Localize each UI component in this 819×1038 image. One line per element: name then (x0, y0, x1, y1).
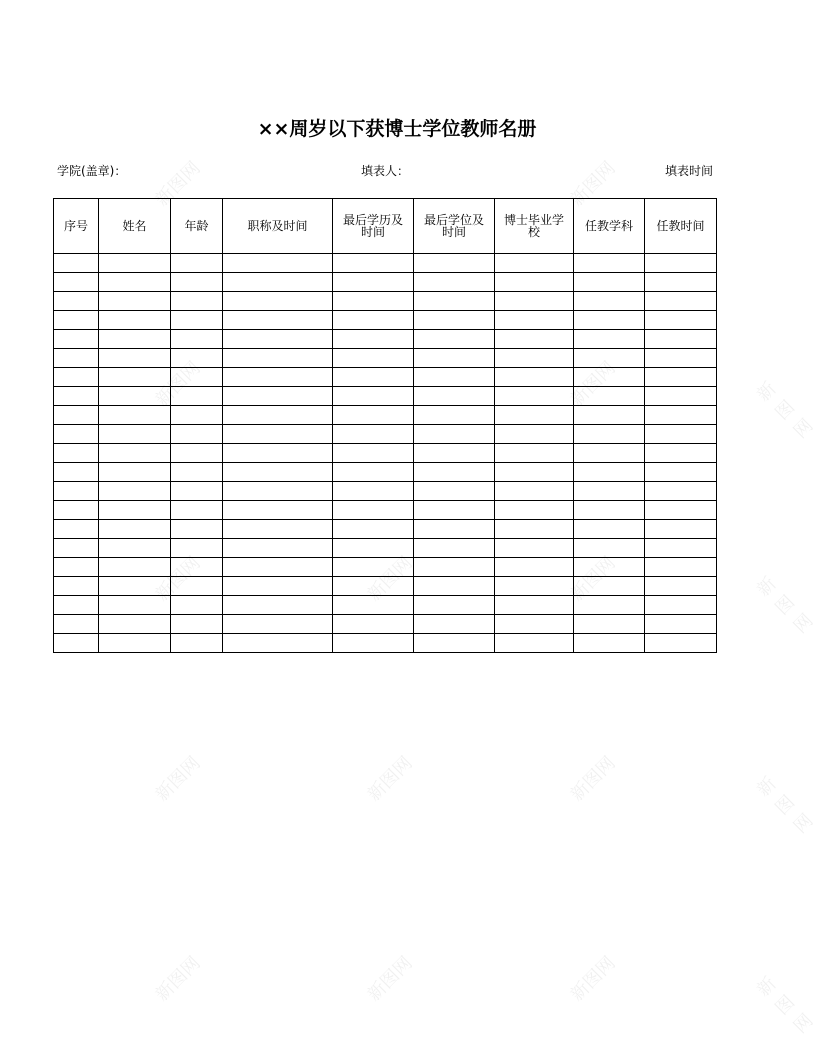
watermark: 新图网 (566, 357, 620, 411)
column-header: 任教学科 (574, 199, 645, 254)
table-cell[interactable] (54, 406, 99, 425)
table-row (54, 273, 717, 292)
watermark: 新图网 (753, 573, 818, 638)
table-cell[interactable] (171, 311, 223, 330)
table-cell[interactable] (414, 520, 495, 539)
table-row (54, 311, 717, 330)
table-cell[interactable] (99, 501, 171, 520)
table-cell[interactable] (223, 615, 333, 634)
table-row (54, 349, 717, 368)
table-cell[interactable] (414, 596, 495, 615)
table-cell[interactable] (223, 349, 333, 368)
column-header: 最后学位及时间 (414, 199, 495, 254)
table-cell[interactable] (645, 387, 717, 406)
table-cell[interactable] (99, 596, 171, 615)
table-cell[interactable] (574, 425, 645, 444)
table-row (54, 577, 717, 596)
table-row (54, 406, 717, 425)
table-row (54, 292, 717, 311)
watermark: 新图网 (151, 357, 205, 411)
watermark: 新图网 (566, 552, 620, 606)
table-cell[interactable] (495, 577, 574, 596)
table-cell[interactable] (414, 558, 495, 577)
table-cell[interactable] (574, 634, 645, 653)
table-cell[interactable] (645, 463, 717, 482)
table-cell[interactable] (333, 330, 414, 349)
table-cell[interactable] (333, 615, 414, 634)
table-cell[interactable] (54, 539, 99, 558)
table-cell[interactable] (414, 482, 495, 501)
watermark: 新图网 (566, 952, 620, 1006)
table-cell[interactable] (223, 444, 333, 463)
table-cell[interactable] (333, 634, 414, 653)
table-cell[interactable] (223, 254, 333, 273)
table-row (54, 387, 717, 406)
table-cell[interactable] (333, 406, 414, 425)
table-cell[interactable] (333, 273, 414, 292)
table-cell[interactable] (223, 539, 333, 558)
table-cell[interactable] (54, 501, 99, 520)
table-cell[interactable] (645, 520, 717, 539)
table-cell[interactable] (645, 501, 717, 520)
table-cell[interactable] (495, 330, 574, 349)
table-cell[interactable] (495, 273, 574, 292)
table-cell[interactable] (495, 520, 574, 539)
table-cell[interactable] (223, 634, 333, 653)
table-cell[interactable] (171, 596, 223, 615)
table-cell[interactable] (171, 577, 223, 596)
table-header-row (54, 199, 717, 254)
table-cell[interactable] (495, 539, 574, 558)
table-cell[interactable] (223, 311, 333, 330)
table-cell[interactable] (171, 292, 223, 311)
table-cell[interactable] (645, 349, 717, 368)
table-cell[interactable] (574, 273, 645, 292)
table-cell[interactable] (645, 311, 717, 330)
table-cell[interactable] (645, 539, 717, 558)
table-cell[interactable] (171, 273, 223, 292)
table-cell[interactable] (171, 463, 223, 482)
table-cell[interactable] (645, 292, 717, 311)
table-row (54, 501, 717, 520)
table-cell[interactable] (574, 349, 645, 368)
table-row (54, 368, 717, 387)
table-cell[interactable] (495, 482, 574, 501)
table-cell[interactable] (495, 387, 574, 406)
table-cell[interactable] (54, 311, 99, 330)
table-cell[interactable] (333, 387, 414, 406)
table-row (54, 254, 717, 273)
table-cell[interactable] (645, 577, 717, 596)
table-cell[interactable] (54, 634, 99, 653)
table-cell[interactable] (171, 501, 223, 520)
table-cell[interactable] (54, 330, 99, 349)
table-cell[interactable] (99, 482, 171, 501)
table-cell[interactable] (574, 463, 645, 482)
table-cell[interactable] (574, 596, 645, 615)
watermark: 新图网 (753, 378, 818, 443)
table-cell[interactable] (414, 577, 495, 596)
table-cell[interactable] (99, 349, 171, 368)
table-cell[interactable] (645, 615, 717, 634)
table-cell[interactable] (574, 501, 645, 520)
watermark: 新图网 (151, 952, 205, 1006)
table-cell[interactable] (574, 387, 645, 406)
table-cell[interactable] (99, 634, 171, 653)
table-cell[interactable] (99, 444, 171, 463)
table-cell[interactable] (54, 577, 99, 596)
table-cell[interactable] (54, 596, 99, 615)
table-cell[interactable] (645, 596, 717, 615)
watermark: 新图网 (363, 552, 417, 606)
table-cell[interactable] (645, 444, 717, 463)
table-cell[interactable] (171, 387, 223, 406)
table-cell[interactable] (495, 425, 574, 444)
table-cell[interactable] (414, 539, 495, 558)
table-row (54, 539, 717, 558)
table-cell[interactable] (223, 406, 333, 425)
table-cell[interactable] (414, 273, 495, 292)
table-row (54, 482, 717, 501)
table-cell[interactable] (54, 292, 99, 311)
table-cell[interactable] (223, 368, 333, 387)
table-cell[interactable] (333, 311, 414, 330)
table-cell[interactable] (171, 558, 223, 577)
table-row (54, 330, 717, 349)
watermark: 新图网 (151, 752, 205, 806)
watermark: 新图网 (753, 973, 818, 1038)
table-cell[interactable] (99, 406, 171, 425)
table-cell[interactable] (223, 463, 333, 482)
table-cell[interactable] (414, 292, 495, 311)
watermark: 新图网 (151, 157, 205, 211)
table-cell[interactable] (171, 406, 223, 425)
table-cell[interactable] (414, 387, 495, 406)
teacher-roster-table (53, 198, 717, 653)
table-cell[interactable] (645, 406, 717, 425)
table-cell[interactable] (223, 558, 333, 577)
table-cell[interactable] (333, 539, 414, 558)
table-cell[interactable] (333, 501, 414, 520)
table-cell[interactable] (54, 558, 99, 577)
table-cell[interactable] (333, 520, 414, 539)
watermark: 新图网 (753, 773, 818, 838)
watermark: 新图网 (363, 752, 417, 806)
table-cell[interactable] (54, 349, 99, 368)
column-header: 最后学历及时间 (333, 199, 414, 254)
table-cell[interactable] (171, 349, 223, 368)
table-cell[interactable] (171, 254, 223, 273)
table-row (54, 634, 717, 653)
table-cell[interactable] (99, 520, 171, 539)
table-cell[interactable] (99, 330, 171, 349)
column-header: 年龄 (171, 199, 223, 254)
table-cell[interactable] (171, 482, 223, 501)
table-row (54, 425, 717, 444)
table-cell[interactable] (99, 368, 171, 387)
table-cell[interactable] (574, 292, 645, 311)
table-cell[interactable] (333, 444, 414, 463)
table-cell[interactable] (223, 501, 333, 520)
table-cell[interactable] (333, 463, 414, 482)
column-header: 职称及时间 (223, 199, 333, 254)
fill-time-label: 填表时间 (665, 164, 714, 178)
table-cell[interactable] (54, 615, 99, 634)
table-cell[interactable] (414, 349, 495, 368)
column-header: 任教时间 (645, 199, 717, 254)
table-cell[interactable] (223, 425, 333, 444)
table-cell[interactable] (333, 349, 414, 368)
table-cell[interactable] (223, 292, 333, 311)
table-cell[interactable] (495, 596, 574, 615)
watermark: 新图网 (566, 752, 620, 806)
table-cell[interactable] (54, 368, 99, 387)
table-cell[interactable] (495, 444, 574, 463)
table-cell[interactable] (223, 596, 333, 615)
column-header: 姓名 (99, 199, 171, 254)
table-cell[interactable] (495, 463, 574, 482)
table-cell[interactable] (333, 292, 414, 311)
table-cell[interactable] (99, 463, 171, 482)
watermark: 新图网 (566, 157, 620, 211)
table-cell[interactable] (414, 254, 495, 273)
table-cell[interactable] (414, 615, 495, 634)
table-cell[interactable] (333, 596, 414, 615)
table-cell[interactable] (574, 482, 645, 501)
table-cell[interactable] (99, 311, 171, 330)
column-header: 博士毕业学校 (495, 199, 574, 254)
table-cell[interactable] (645, 425, 717, 444)
table-cell[interactable] (54, 463, 99, 482)
table-cell[interactable] (171, 615, 223, 634)
table-cell[interactable] (223, 482, 333, 501)
column-header: 序号 (54, 199, 99, 254)
table-cell[interactable] (495, 368, 574, 387)
page-title: ××周岁以下获博士学位教师名册 (257, 118, 537, 140)
table-cell[interactable] (99, 387, 171, 406)
table-row (54, 558, 717, 577)
table-cell[interactable] (414, 330, 495, 349)
table-row (54, 520, 717, 539)
watermark: 新图网 (151, 552, 205, 606)
table-cell[interactable] (414, 444, 495, 463)
table-cell[interactable] (574, 254, 645, 273)
table-cell[interactable] (54, 444, 99, 463)
table-cell[interactable] (223, 577, 333, 596)
table-cell[interactable] (574, 539, 645, 558)
table-cell[interactable] (574, 615, 645, 634)
table-cell[interactable] (333, 577, 414, 596)
table-cell[interactable] (414, 634, 495, 653)
table-cell[interactable] (99, 577, 171, 596)
table-cell[interactable] (333, 482, 414, 501)
table-cell[interactable] (414, 368, 495, 387)
table-cell[interactable] (333, 558, 414, 577)
table-cell[interactable] (171, 425, 223, 444)
table-cell[interactable] (495, 311, 574, 330)
table-cell[interactable] (414, 501, 495, 520)
table-cell[interactable] (333, 425, 414, 444)
table-row (54, 615, 717, 634)
table-cell[interactable] (99, 254, 171, 273)
table-cell[interactable] (574, 577, 645, 596)
table-cell[interactable] (574, 444, 645, 463)
table-cell[interactable] (495, 406, 574, 425)
table-cell[interactable] (495, 501, 574, 520)
table-cell[interactable] (171, 444, 223, 463)
table-cell[interactable] (54, 482, 99, 501)
table-cell[interactable] (171, 330, 223, 349)
table-cell[interactable] (171, 368, 223, 387)
table-cell[interactable] (414, 311, 495, 330)
table-row (54, 444, 717, 463)
table-cell[interactable] (645, 558, 717, 577)
college-label: 学院(盖章)： (57, 164, 127, 178)
table-cell[interactable] (223, 330, 333, 349)
table-cell[interactable] (645, 368, 717, 387)
table-cell[interactable] (495, 615, 574, 634)
table-cell[interactable] (54, 273, 99, 292)
table-cell[interactable] (414, 463, 495, 482)
table-row (54, 596, 717, 615)
table-cell[interactable] (54, 254, 99, 273)
table-cell[interactable] (99, 273, 171, 292)
table-cell[interactable] (223, 520, 333, 539)
table-cell[interactable] (99, 425, 171, 444)
table-cell[interactable] (645, 273, 717, 292)
table-cell[interactable] (223, 273, 333, 292)
table-cell[interactable] (171, 634, 223, 653)
table-cell[interactable] (574, 520, 645, 539)
table-cell[interactable] (99, 558, 171, 577)
table-cell[interactable] (171, 520, 223, 539)
table-cell[interactable] (171, 539, 223, 558)
table-cell[interactable] (414, 406, 495, 425)
table-cell[interactable] (495, 254, 574, 273)
table-cell[interactable] (495, 349, 574, 368)
table-cell[interactable] (99, 539, 171, 558)
table-cell[interactable] (574, 330, 645, 349)
table-cell[interactable] (574, 558, 645, 577)
table-cell[interactable] (333, 254, 414, 273)
table-cell[interactable] (645, 254, 717, 273)
table-cell[interactable] (99, 292, 171, 311)
table-cell[interactable] (645, 482, 717, 501)
table-cell[interactable] (54, 425, 99, 444)
table-cell[interactable] (645, 330, 717, 349)
table-cell[interactable] (574, 311, 645, 330)
table-cell[interactable] (495, 634, 574, 653)
table-cell[interactable] (414, 425, 495, 444)
table-cell[interactable] (333, 368, 414, 387)
table-cell[interactable] (574, 406, 645, 425)
table-cell[interactable] (54, 387, 99, 406)
table-cell[interactable] (223, 387, 333, 406)
table-cell[interactable] (99, 615, 171, 634)
table-cell[interactable] (645, 634, 717, 653)
table-cell[interactable] (495, 558, 574, 577)
watermark: 新图网 (363, 952, 417, 1006)
table-cell[interactable] (495, 292, 574, 311)
table-cell[interactable] (54, 520, 99, 539)
table-row (54, 463, 717, 482)
filler-label: 填表人： (361, 164, 410, 178)
table-cell[interactable] (574, 368, 645, 387)
